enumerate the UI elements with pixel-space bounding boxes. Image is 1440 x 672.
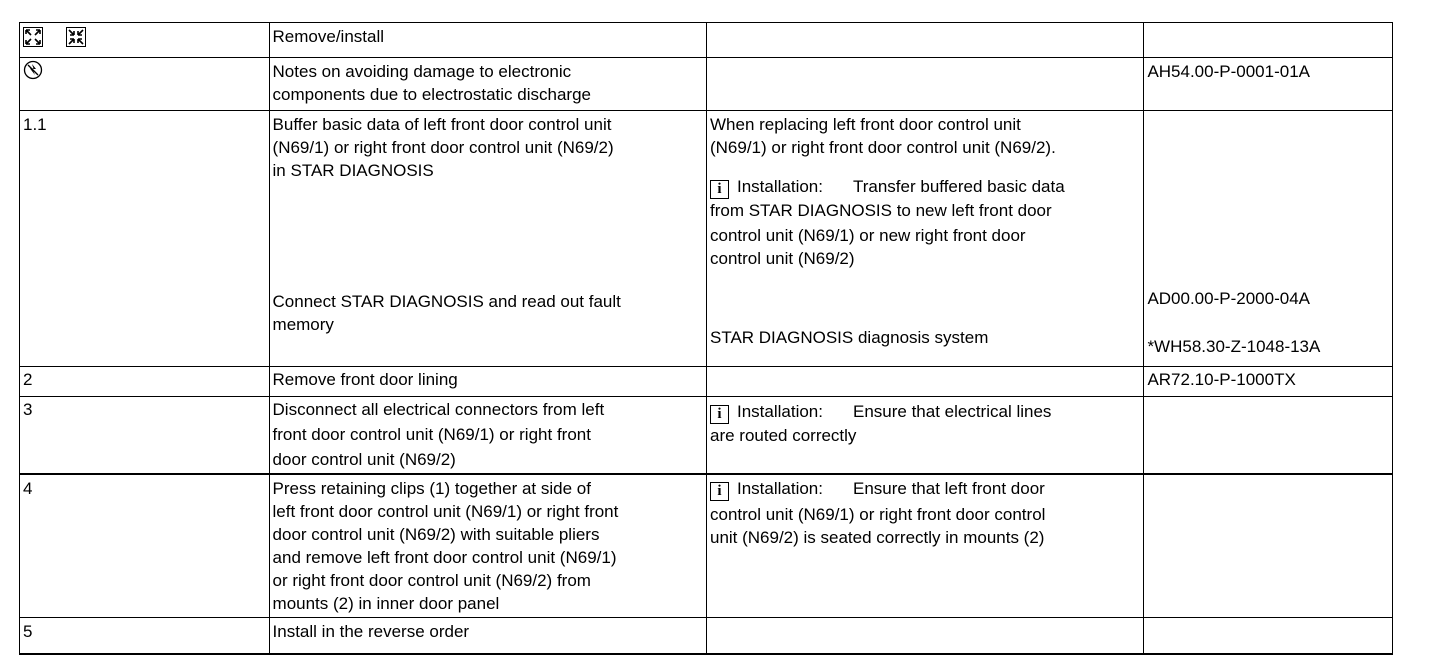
step-description-line: front door control unit (N69/1) or right front (272, 425, 591, 444)
note-line: control unit (N69/1) or right front door control (709, 504, 1046, 524)
esd-text-line: components due to electrostatic discharge (272, 85, 591, 104)
step-description-line: Press retaining clips (1) together at side of (272, 478, 591, 498)
step-description-line: left front door control unit (N69/1) or right front (272, 501, 619, 521)
doc-reference-link[interactable]: AH54.00-P-0001-01A (1147, 62, 1310, 81)
step-number-cell (20, 111, 270, 367)
step-number: 2 (23, 370, 33, 389)
step-ref-cell (1144, 367, 1393, 397)
page-title: Remove/install (272, 27, 385, 46)
expand-icon[interactable] (23, 27, 43, 53)
step-description-line: Buffer basic data of left front door control unit (272, 115, 612, 134)
esd-note-cell (706, 58, 1143, 111)
step-description-line: (N69/1) or right front door control unit (N69/2) (272, 138, 614, 157)
info-icon: i (710, 482, 729, 501)
header-title-cell (269, 23, 706, 58)
step-row (20, 111, 1393, 367)
step-description: Remove front door lining (272, 370, 458, 389)
esd-row (20, 58, 1393, 111)
esd-warning-icon (23, 60, 43, 86)
step-description-cell (269, 111, 706, 367)
step-description-cell (269, 618, 706, 654)
doc-reference-link[interactable]: AR72.10-P-1000TX (1147, 370, 1296, 389)
doc-reference-link[interactable]: AD00.00-P-2000-04A (1147, 289, 1310, 308)
info-icon: i (710, 180, 729, 199)
step-number: 5 (23, 622, 33, 641)
step-notes-cell (706, 111, 1143, 367)
step-number: 1.1 (23, 115, 47, 134)
step-description-line: Connect STAR DIAGNOSIS and read out fault (272, 292, 621, 311)
step-ref-cell (1144, 111, 1393, 367)
step-row (20, 367, 1393, 397)
note-line: control unit (N69/1) or new right front door (709, 226, 1026, 245)
step-description: Install in the reverse order (272, 622, 470, 641)
esd-icon-cell (20, 58, 270, 111)
step-description-line: memory (272, 315, 334, 334)
procedure-table (19, 22, 1393, 655)
step-description-line: door control unit (N69/2) with suitable pliers (272, 524, 600, 544)
step-description-line: in STAR DIAGNOSIS (272, 161, 434, 180)
step-number: 3 (23, 400, 33, 419)
note-line: from STAR DIAGNOSIS to new left front door (709, 201, 1052, 220)
step-number-cell (20, 367, 270, 397)
esd-text-line: Notes on avoiding damage to electronic (272, 62, 572, 81)
installation-note (710, 477, 1143, 501)
step-row (20, 397, 1393, 474)
collapse-icon[interactable] (66, 27, 86, 53)
step-number-cell (20, 474, 270, 618)
step-row (20, 618, 1393, 654)
step-notes-cell (706, 618, 1143, 654)
step-number: 4 (23, 478, 33, 498)
step-description-cell (269, 397, 706, 474)
step-description-line: Disconnect all electrical connectors from left (272, 400, 605, 419)
step-notes-cell (706, 367, 1143, 397)
step-notes-cell (706, 397, 1143, 474)
esd-ref-cell (1144, 58, 1393, 111)
header-empty-cell (706, 23, 1143, 58)
note-line: When replacing left front door control unit (709, 115, 1021, 134)
note-line: are routed correctly (709, 426, 857, 445)
header-icons-cell (20, 23, 270, 58)
esd-text-cell (269, 58, 706, 111)
note-line: control unit (N69/2) (709, 249, 855, 268)
step-description-cell (269, 367, 706, 397)
step-ref-cell (1144, 397, 1393, 474)
step-number-cell (20, 618, 270, 654)
step-description-line: or right front door control unit (N69/2) from (272, 570, 591, 590)
step-description-line: mounts (2) in inner door panel (272, 593, 500, 613)
note-line: STAR DIAGNOSIS diagnosis system (709, 328, 989, 347)
step-description-line: door control unit (N69/2) (272, 450, 456, 469)
step-number-cell (20, 397, 270, 474)
installation-label: Installation: (736, 177, 823, 196)
step-ref-cell (1144, 474, 1393, 618)
installation-label: Installation: (736, 402, 823, 421)
installation-label: Installation: (736, 478, 823, 498)
header-empty-cell (1144, 23, 1393, 58)
installation-text: Ensure that left front door (852, 478, 1045, 498)
step-notes-cell (706, 474, 1143, 618)
installation-note (710, 175, 1143, 199)
installation-note (710, 400, 1143, 424)
note-line: (N69/1) or right front door control unit (N69/2). (709, 138, 1056, 157)
doc-reference-link[interactable]: *WH58.30-Z-1048-13A (1147, 337, 1321, 356)
step-description-cell (269, 474, 706, 618)
step-ref-cell (1144, 618, 1393, 654)
info-icon: i (710, 405, 729, 424)
installation-text: Transfer buffered basic data (852, 177, 1065, 196)
step-description-line: and remove left front door control unit (N69/1) (272, 547, 617, 567)
step-row (20, 474, 1393, 618)
header-row (20, 23, 1393, 58)
installation-text: Ensure that electrical lines (852, 402, 1052, 421)
note-line: unit (N69/2) is seated correctly in mounts (2) (709, 527, 1045, 547)
